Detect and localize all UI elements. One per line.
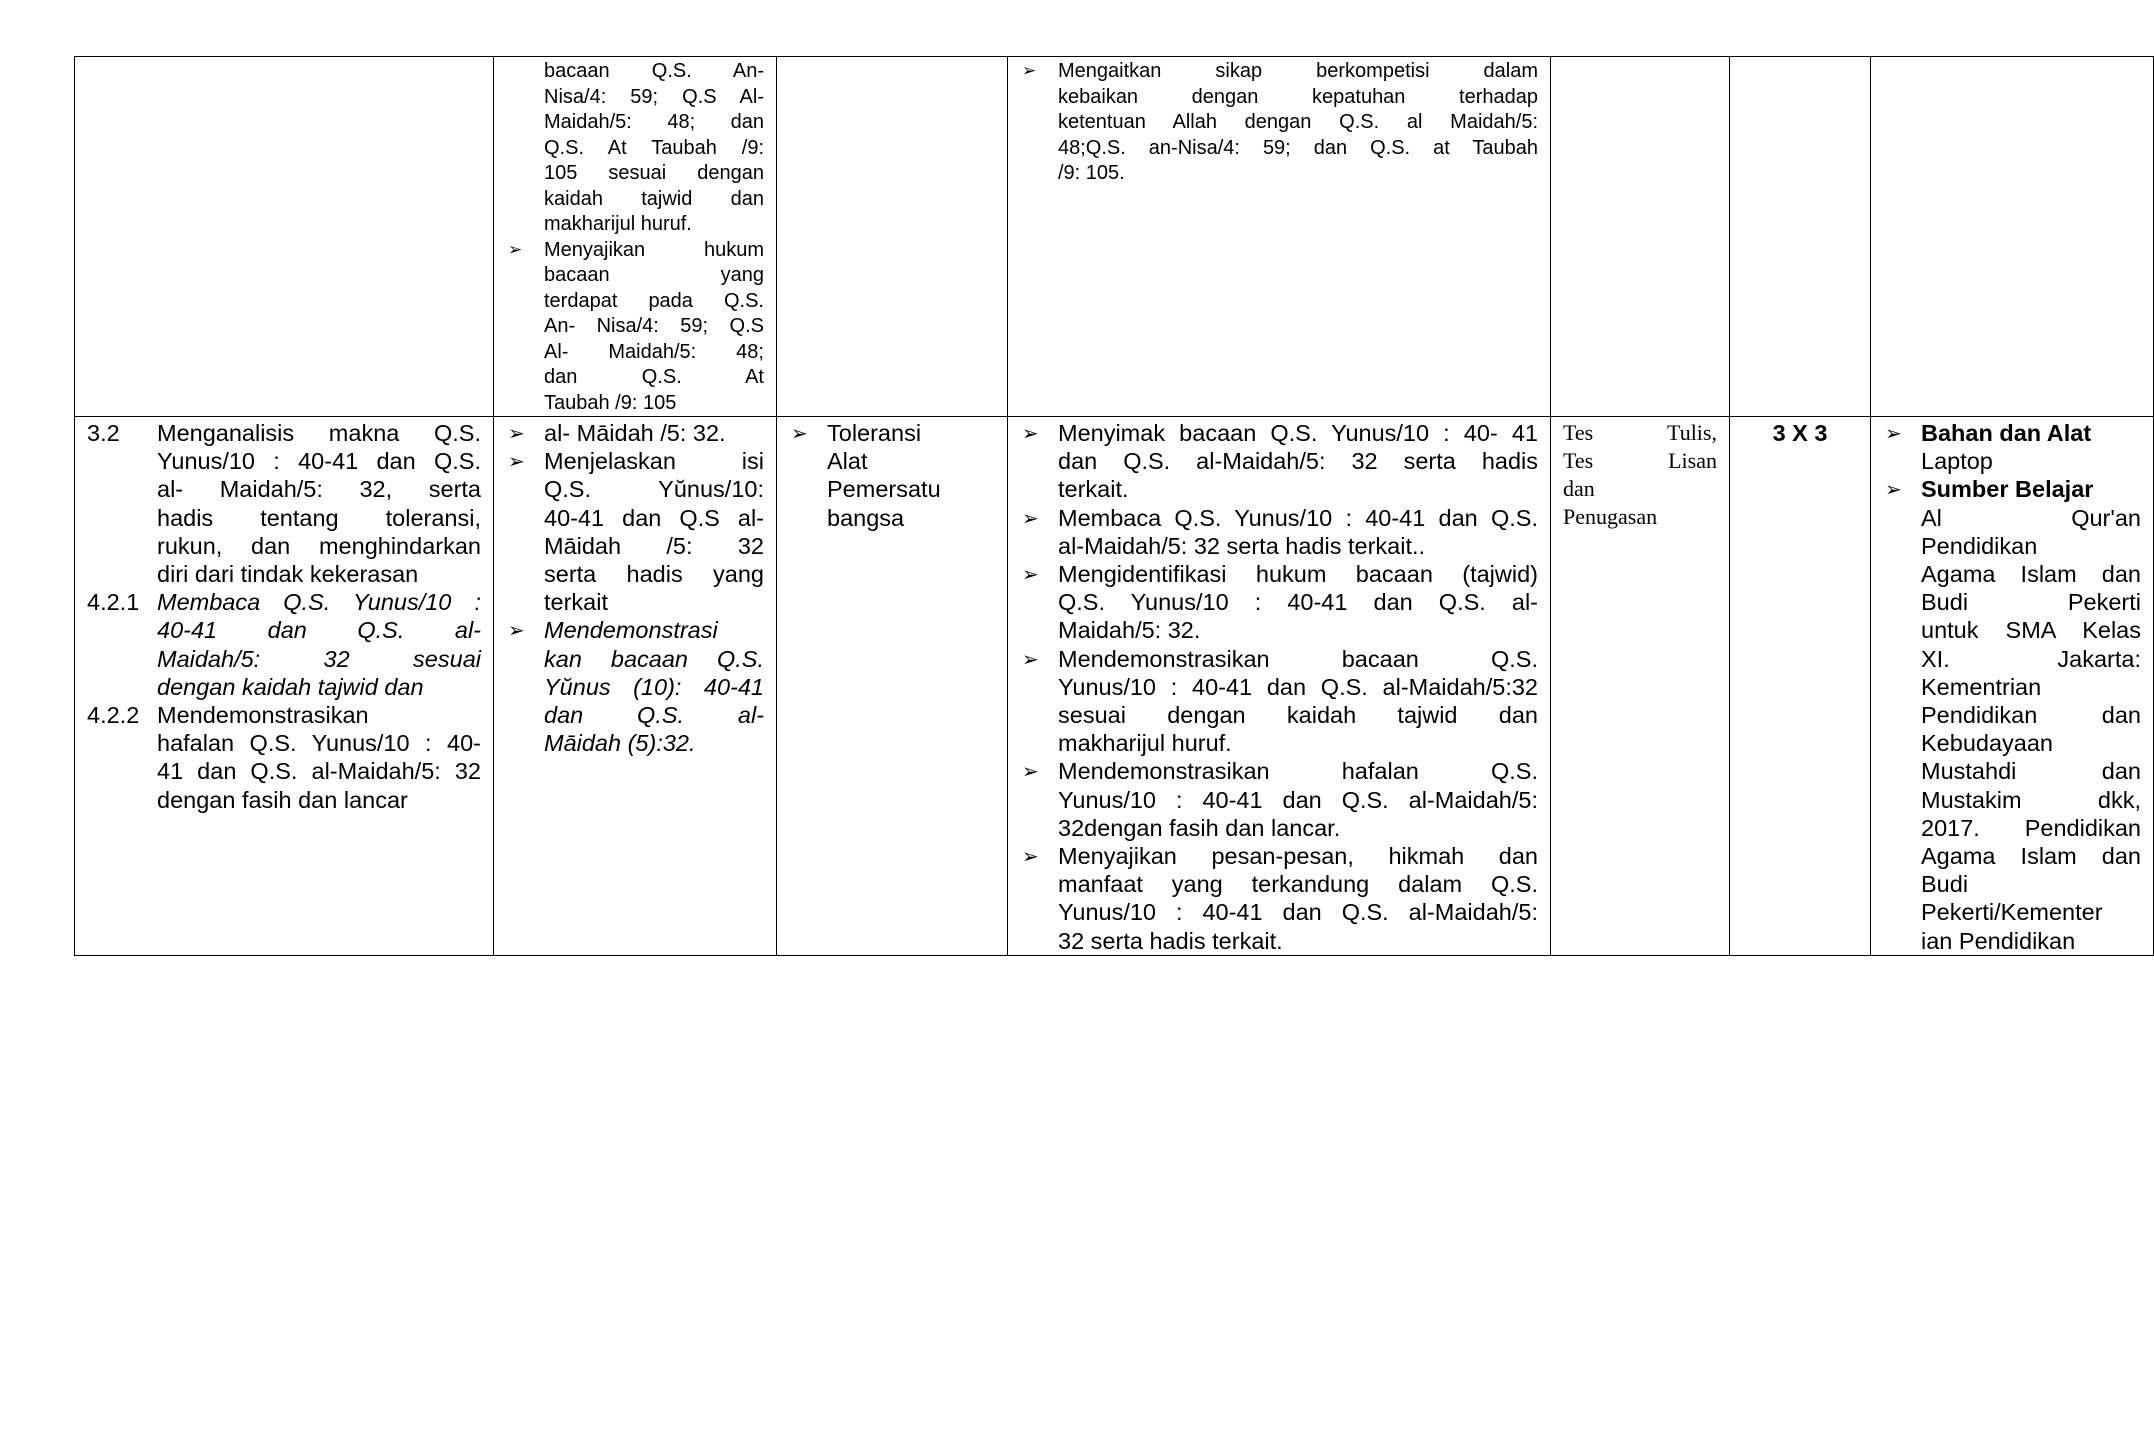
- list-item: ➢ Menyimak bacaan Q.S. Yunus/10 : 40- 41 dan Q.S. al-Maidah/5: 32 serta hadis terkait.: [1020, 419, 1538, 504]
- kd-item: 4.2.2 Mendemonstrasikan hafalan Q.S. Yunus/10 : 40- 41 dan Q.S. al-Maidah/5: 32 dengan fasih dan lancar: [87, 702, 481, 813]
- materi-cell: [494, 57, 777, 417]
- list-item: ➢ Menjelaskan isi Q.S. Yŭnus/10: 40-41 dan Q.S al- Māidah /5: 32 serta hadis yang terkait: [506, 447, 764, 616]
- kd-item: 3.2 Menganalisis makna Q.S. Yunus/10 : 40-41 dan Q.S. al- Maidah/5: 32, serta hadis tentang toleransi, rukun, dan menghindarkan diri dari tindak kekerasan: [87, 420, 481, 588]
- nilai-cell: [777, 57, 1008, 417]
- list-item: ➢ Mendemonstrasikan bacaan Q.S. Yunus/10 : 40-41 dan Q.S. al-Maidah/5:32 sesuai dengan kaidah tajwid dan makharijul huruf.: [1020, 645, 1538, 758]
- penilaian-cell: [1551, 57, 1730, 417]
- sumber-cell: [1871, 57, 2154, 417]
- list-item: ➢ Menyajikan hukum bacaan yang terdapat pada Q.S. An- Nisa/4: 59; Q.S Al- Maidah/5: 48; dan Q.S. At Taubah /9: 105: [506, 238, 764, 417]
- list-item: ➢ Mendemonstrasikan hafalan Q.S. Yunus/10 : 40-41 dan Q.S. al-Maidah/5: 32dengan fasih dan lancar.: [1020, 757, 1538, 842]
- list-item: bacaan Q.S. An- Nisa/4: 59; Q.S Al- Maidah/5: 48; dan Q.S. At Taubah /9: 105 sesuai dengan kaidah tajwid dan makharijul huruf.: [544, 60, 764, 235]
- kegiatan-cell: [1008, 417, 1551, 956]
- list-item: ➢ Sumber Belajar Al Qur'an Pendidikan Agama Islam dan Budi Pekerti untuk SMA Kelas XI. Jakarta: Kementrian Pendidikan dan Kebudayaan Mustahdi dan Mustakim dkk, 2017. Pendidikan Agama Islam dan Budi Pekerti/Kementer ian Pendidikan: [1883, 475, 2141, 954]
- time-allocation: 3 X 3: [1772, 420, 1828, 446]
- list-item: ➢ Toleransi Alat Pemersatu bangsa: [789, 419, 995, 532]
- list-item: ➢ Membaca Q.S. Yunus/10 : 40-41 dan Q.S. al-Maidah/5: 32 serta hadis terkait..: [1020, 504, 1538, 560]
- list-item: ➢ Menyajikan pesan-pesan, hikmah dan manfaat yang terkandung dalam Q.S. Yunus/10 : 40-41 dan Q.S. al-Maidah/5: 32 serta hadis terkait.: [1020, 842, 1538, 955]
- kegiatan-cell: [1008, 57, 1551, 417]
- kd-cell: [75, 57, 494, 417]
- waktu-cell: [1730, 57, 1871, 417]
- list-item: ➢ Mengaitkan sikap berkompetisi dalam kebaikan dengan kepatuhan terhadap ketentuan Allah dengan Q.S. al Maidah/5: 48;Q.S. an-Nisa/4: 59; dan Q.S. at Taubah /9: 105.: [1020, 59, 1538, 187]
- list-item: ➢ Mengidentifikasi hukum bacaan (tajwid) Q.S. Yunus/10 : 40-41 dan Q.S. al- Maidah/5: 32.: [1020, 560, 1538, 645]
- table-row: [75, 57, 2154, 417]
- lesson-plan-table: [74, 56, 2154, 956]
- list-item: ➢ Bahan dan Alat Laptop: [1883, 419, 2141, 475]
- table-row: [75, 417, 2154, 956]
- nilai-cell: [777, 417, 1008, 956]
- sumber-cell: [1871, 417, 2154, 956]
- materi-cell: [494, 417, 777, 956]
- list-item: ➢ al- Māidah /5: 32.: [506, 419, 764, 447]
- list-item: ➢ Mendemonstrasi kan bacaan Q.S. Yŭnus (10): 40-41 dan Q.S. al- Māidah (5):32.: [506, 616, 764, 757]
- kd-item: 4.2.1 Membaca Q.S. Yunus/10 : 40-41 dan Q.S. al- Maidah/5: 32 sesuai dengan kaidah tajwid dan: [87, 589, 481, 700]
- waktu-cell: [1730, 417, 1871, 956]
- penilaian-cell: Tes Tulis, Tes Lisan dan Penugasan: [1551, 417, 1730, 956]
- kd-cell: [75, 417, 494, 956]
